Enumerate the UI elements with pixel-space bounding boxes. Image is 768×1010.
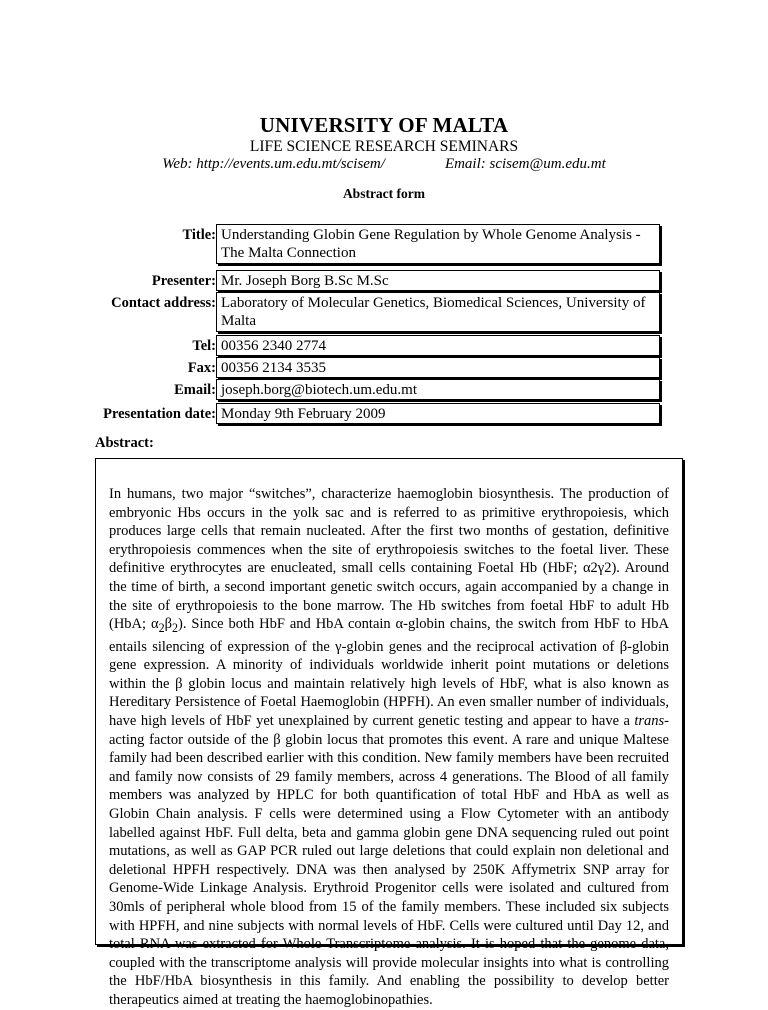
presenter-field[interactable]: Mr. Joseph Borg B.Sc M.Sc [216, 270, 660, 291]
contact-links [0, 156, 768, 173]
email-field[interactable]: joseph.borg@biotech.um.edu.mt [216, 379, 660, 400]
title-label: Title: [182, 227, 216, 243]
abstract-text: In humans, two major “switches”, characterize haemoglobin biosynthesis. The production of embryonic Hbs occurs in the yolk sac and is referred to as primitive erythropoiesis, which produces large cells that remain nucleated. After the first two months of gestation, definitive erythropoiesis commences when the site of erythropoiesis switches to the foetal liver. These definitive erythrocytes are enucleated, small cells containing Foetal Hb (HbF; α2γ2). Around the time of birth, a second important genetic switch occurs, again accompanied by a change in the site of erythropoiesis to the bone marrow. The Hb switches from foetal HbF to adult Hb (HbA; $\alpha_2\beta_2$). Since both HbF and HbA contain α-globin chains, the switch from HbF to HbA entails silencing of expression of the γ-globin genes and the reciprocal activation of β-globin gene expression. A minority of individuals worldwide inherit point mutations or deletions within the β globin locus and maintain relatively high levels of HbF, what is also known as Hereditary Persistence of Foetal Haemoglobin (HPFH). An even smaller number of individuals, have high levels of HbF yet unexplained by current genetic testing and appear to have a trans- acting factor outside of the β globin locus that promotes this event. A rare and unique Maltese family had been described earlier with this condition. New family members have been recruited and family now consists of 29 family members, across 4 generations. The Blood of all family members was analyzed by HPLC for both quantification of total HbF and HbA as well as Globin Chain analysis. F cells were determined using a Flow Cytometer with an antibody labelled against HbF. Full delta, beta and gamma globin gene DNA sequencing ruled out point mutations, as well as GAP PCR ruled out large deletions that could explain non deletional and deletional HPFH respectively. DNA was then analysed by 250K Affymetrix SNP array for Genome-Wide Linkage Analysis. Erythroid Progenitor cells were isolated and cultured from 30mls of peripheral whole blood from 15 of the family members. These included six subjects with HPFH, and nine subjects with normal levels of HbF. Cells were cultured until Day 12, and total RNA was extracted for Whole Transcriptome analysis. It is hoped that the genome data, coupled with the transcriptome analysis will provide molecular insights into what is controlling the HbF/HbA biosynthesis in this family. And enabling the possibility to develop better therapeutics aimed at treating the haemoglobinopathies. [109, 486, 669, 1008]
presenter-label: Presenter: [151, 273, 216, 289]
web-link[interactable]: Web: http://events.um.edu.mt/scisem/ [162, 156, 385, 172]
fax-label: Fax: [187, 360, 216, 376]
date-field[interactable]: Monday 9th February 2009 [216, 403, 660, 424]
email-label: Email: [174, 382, 216, 398]
fax-field[interactable]: 00356 2134 3535 [216, 357, 660, 378]
university-title: UNIVERSITY OF MALTA [259, 113, 509, 137]
abstract-box[interactable] [95, 458, 683, 1008]
date-label: Presentation date: [103, 406, 216, 422]
contact-field[interactable]: Laboratory of Molecular Genetics, Biomedical Sciences, University of Malta [216, 292, 660, 332]
abstract-label: Abstract: [95, 435, 154, 451]
tel-field[interactable]: 00356 2340 2774 [216, 335, 660, 356]
email-link[interactable]: Email: scisem@um.edu.mt [444, 156, 606, 172]
form-title: Abstract form [342, 186, 426, 201]
seminar-subtitle: LIFE SCIENCE RESEARCH SEMINARS [249, 138, 519, 155]
tel-label: Tel: [192, 338, 216, 354]
title-field[interactable]: Understanding Globin Gene Regulation by Whole Genome Analysis - The Malta Connection [216, 224, 660, 264]
contact-label: Contact address: [111, 295, 216, 311]
